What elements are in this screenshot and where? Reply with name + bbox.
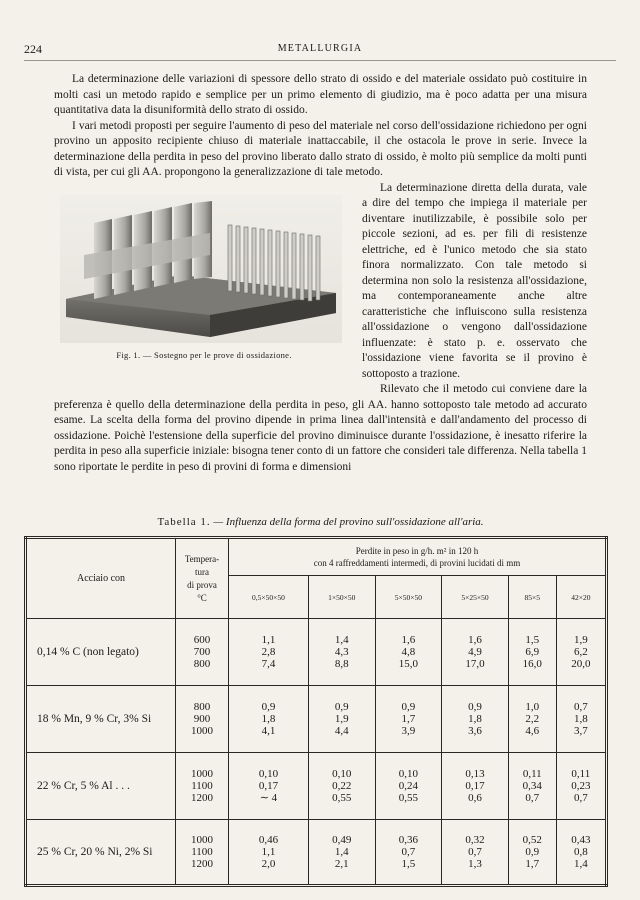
table-row [26,820,607,886]
temp-cell: 600 700 800 [176,619,229,686]
steel-cell: 0,14 % C (non legato) [26,619,176,686]
value-cell: 0,52 0,9 1,7 [508,820,556,886]
value-cell: 1,0 2,2 4,6 [508,686,556,753]
table-row [26,619,607,686]
col-header-temperature: Tempera- tura di prova °C [176,538,229,619]
page-number: 224 [24,42,42,56]
value-cell: 0,10 0,24 0,55 [375,753,442,820]
figure-photo [60,195,342,343]
steel-cell: 22 % Cr, 5 % Al . . . [26,753,176,820]
paragraph: La determinazione diretta della durata, vale a dire del tempo che impiega il materiale per diventare inutilizzabile, è possibile solo per piccole sezioni, ad es. per fili di resistenze elettriche, ed è l'unico metodo che sia stato finora normalizzato. Con tale metodo si determina non solo la resistenza all'ossidazione, ma contemporaneamente anche altre caratteristiche che influiscono sulla resistenza all'ossidazione o vengono dall'ossidazione influenzate: è stato p. e. osservato che l'ossidazione viene favorita se il provino è sottoposto a trazione. [362,181,587,380]
value-cell: 0,10 0,22 0,55 [308,753,375,820]
figure-caption: Fig. 1. — Sostegno per le prove di ossidazione. [116,349,292,360]
oxidation-rack-illustration [60,195,342,343]
table-1 [24,536,608,887]
paragraph: I vari metodi proposti per seguire l'aumento di peso del materiale nel corso dell'ossidazione richiedono per ogni provino un apposito recipiente chiuso di materiale inattaccabile, il che ostacola le prove in serie. Invece la determinazione della perdita in peso del provino liberato dallo strato di ossido, è molto più semplice da molti punti di vista, per cui gli AA. propongono la generalizzazione di tale metodo. [54,119,587,178]
running-header [24,42,616,58]
value-cell: 0,9 1,7 3,9 [375,686,442,753]
running-title: METALLURGIA [277,43,363,54]
value-cell: 0,49 1,4 2,1 [308,820,375,886]
value-cell: 0,7 1,8 3,7 [556,686,606,753]
subcol-header: 0,5×50×50 [229,576,309,619]
value-cell: 1,1 2,8 7,4 [229,619,309,686]
steel-cell: 25 % Cr, 20 % Ni, 2% Si [26,820,176,886]
table-title [54,516,587,528]
value-cell: 0,46 1,1 2,0 [229,820,309,886]
value-cell: 1,5 6,9 16,0 [508,619,556,686]
value-cell: 0,11 0,23 0,7 [556,753,606,820]
table-row [26,753,607,820]
col-header-steel: Acciaio con [26,538,176,619]
subcol-header: 5×50×50 [375,576,442,619]
subcol-header: 42×20 [556,576,606,619]
value-cell: 0,9 1,9 4,4 [308,686,375,753]
value-cell: 0,36 0,7 1,5 [375,820,442,886]
value-cell: 1,4 4,3 8,8 [308,619,375,686]
value-cell: 0,9 1,8 4,1 [229,686,309,753]
value-cell: 0,9 1,8 3,6 [442,686,509,753]
table-caption: — Influenza della forma del provino sull'ossidazione all'aria. [213,516,484,528]
table-label: Tabella 1. [157,516,211,528]
temp-cell: 1000 1100 1200 [176,753,229,820]
table-row [26,686,607,753]
col-header-weight-loss: Perdite in peso in g/h. m² in 120 h con 4 raffreddamenti intermedi, di provini lucidati di mm [229,538,607,576]
value-cell: 0,10 0,17 ∼ 4 [229,753,309,820]
subcol-header: 5×25×50 [442,576,509,619]
value-cell: 0,13 0,17 0,6 [442,753,509,820]
value-cell: 0,32 0,7 1,3 [442,820,509,886]
subcol-header: 85×5 [508,576,556,619]
value-cell: 0,43 0,8 1,4 [556,820,606,886]
value-cell: 1,6 4,8 15,0 [375,619,442,686]
article-body [54,72,587,475]
value-cell: 1,6 4,9 17,0 [442,619,509,686]
steel-cell: 18 % Mn, 9 % Cr, 3% Si [26,686,176,753]
subcol-header: 1×50×50 [308,576,375,619]
paragraph: La determinazione delle variazioni di spessore dello strato di ossido e del materiale ossidato può costituire in molti casi un metodo rapido e semplice per un primo elemento di giudizio, ma è poco adatta per una misura quantitativa data la disuniformità dello strato di ossido. [54,73,587,116]
header-rule [24,60,616,61]
temp-cell: 1000 1100 1200 [176,820,229,886]
value-cell: 1,9 6,2 20,0 [556,619,606,686]
figure-1 [54,195,354,383]
paragraph: Rilevato che il metodo cui conviene dare la preferenza è quello della determinazione della perdita in peso, gli AA. hanno sottoposto tale metodo ad accurato esame. La scelta della forma del provino dipende in prima linea dall'intensità e dall'andamento del processo di ossidazione. Poichè l'estensione della superficie del provino diminuisce durante l'ossidazione, è inesatto riferire la perdita in peso alla superficie iniziale: bisogna tener conto di un fattore che consideri tale differenza. Nella tabella 1 sono riportate le perdite in peso di provini di forma e dimensioni [54,383,587,473]
value-cell: 0,11 0,34 0,7 [508,753,556,820]
temp-cell: 800 900 1000 [176,686,229,753]
